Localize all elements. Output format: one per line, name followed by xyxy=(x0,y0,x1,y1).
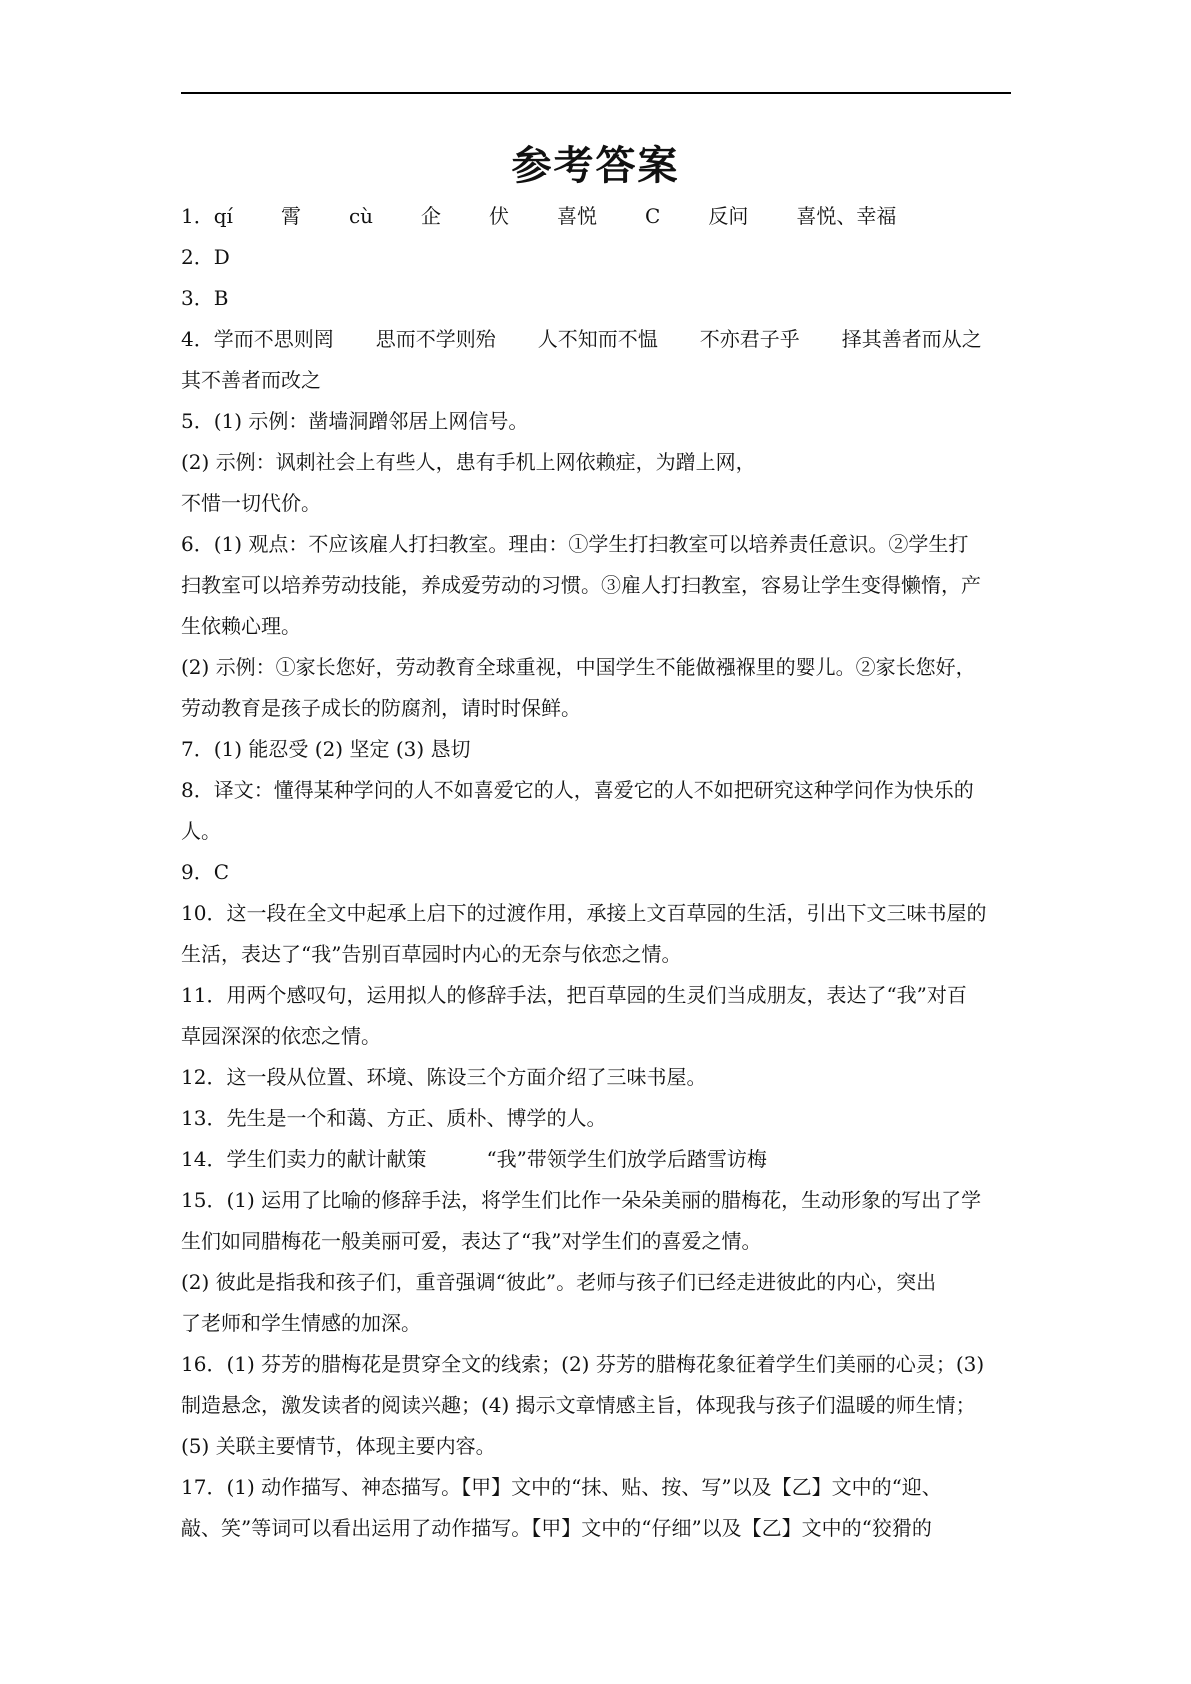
answer-number: 14． xyxy=(181,1147,227,1171)
answer-13: 13．先生是一个和蔼、方正、质朴、博学的人。 xyxy=(181,1106,607,1130)
answer-item: 不亦君子乎 xyxy=(699,327,800,351)
answer-item: 企 xyxy=(421,204,442,228)
answer-15-line: 了老师和学生情感的加深。 xyxy=(181,1311,421,1335)
answer-item: 喜悦、幸福 xyxy=(796,204,897,228)
answer-item: 霄 xyxy=(280,204,301,228)
answer-item: 择其善者而从之 xyxy=(841,327,982,351)
answer-15-line: 15．(1) 运用了比喻的修辞手法，将学生们比作一朵朵美丽的腊梅花，生动形象的写出了学 xyxy=(181,1188,982,1212)
answer-8-line: 8．译文：懂得某种学问的人不如喜爱它的人，喜爱它的人不如把研究这种学问作为快乐的 xyxy=(181,778,974,802)
answer-12: 12．这一段从位置、环境、陈设三个方面介绍了三味书屋。 xyxy=(181,1065,707,1089)
answer-10-line: 10．这一段在全文中起承上启下的过渡作用，承接上文百草园的生活，引出下文三味书屋的 xyxy=(181,901,987,925)
answer-5-part-2: (2) 示例：讽刺社会上有些人，患有手机上网依赖症，为蹭上网， xyxy=(181,450,756,474)
answer-15-line: 生们如同腊梅花一般美丽可爱，表达了“我”对学生们的喜爱之情。 xyxy=(181,1229,762,1253)
answer-5-part-2-continued: 不惜一切代价。 xyxy=(181,491,321,515)
answer-17-line: 敲、笑”等词可以看出运用了动作描写。【甲】文中的“仔细”以及【乙】文中的“狡猾的 xyxy=(181,1516,932,1540)
answer-item: qí xyxy=(213,204,233,228)
answer-6-line: 扫教室可以培养劳动技能，养成爱劳动的习惯。③雇人打扫教室，容易让学生变得懒惰，产 xyxy=(181,573,981,597)
answer-number: 4． xyxy=(181,327,214,351)
answer-9: 9．C xyxy=(181,860,230,884)
answer-16-line: 制造悬念，激发读者的阅读兴趣；(4) 揭示文章情感主旨，体现我与孩子们温暖的师生情； xyxy=(181,1393,976,1417)
answer-11-line: 11．用两个感叹句，运用拟人的修辞手法，把百草园的生灵们当成朋友，表达了“我”对百 xyxy=(181,983,967,1007)
answer-item: 反问 xyxy=(708,204,749,228)
answer-8-line: 人。 xyxy=(181,819,221,843)
answer-16-line: 16．(1) 芬芳的腊梅花是贯穿全文的线索；(2) 芬芳的腊梅花象征着学生们美丽的心灵；(3) xyxy=(181,1352,985,1376)
answer-14 xyxy=(181,1139,1011,1180)
page-title: 参考答案 xyxy=(511,142,680,189)
answer-4 xyxy=(181,319,1011,360)
answer-6-line: 6．(1) 观点：不应该雇人打扫教室。理由：①学生打扫教室可以培养责任意识。②学生打 xyxy=(181,532,969,556)
answer-item: 学生们卖力的献计献策 xyxy=(226,1147,427,1171)
answer-2: 2．D xyxy=(181,245,230,269)
answer-7: 7．(1) 能忍受 (2) 坚定 (3) 恳切 xyxy=(181,737,471,761)
answer-item: 思而不学则殆 xyxy=(375,327,496,351)
answer-item: cù xyxy=(348,204,374,228)
answer-number: 1． xyxy=(181,204,214,228)
answer-6-line: 劳动教育是孩子成长的防腐剂，请时时保鲜。 xyxy=(181,696,581,720)
answer-15-line: (2) 彼此是指我和孩子们，重音强调“彼此”。老师与孩子们已经走进彼此的内心，突出 xyxy=(181,1270,937,1294)
answer-item: 喜悦 xyxy=(557,204,598,228)
answer-16-line: (5) 关联主要情节，体现主要内容。 xyxy=(181,1434,496,1458)
answer-item: 伏 xyxy=(489,204,510,228)
answer-item: “我”带领学生们放学后踏雪访梅 xyxy=(486,1147,767,1171)
answer-11-line: 草园深深的依恋之情。 xyxy=(181,1024,381,1048)
answer-3: 3．B xyxy=(181,286,229,310)
answer-body xyxy=(181,196,1011,1549)
answer-item: 学而不思则罔 xyxy=(213,327,334,351)
answer-1 xyxy=(181,196,1011,237)
answer-5-part-1: 5．(1) 示例：凿墙洞蹭邻居上网信号。 xyxy=(181,409,529,433)
answer-6-line: 生依赖心理。 xyxy=(181,614,301,638)
answer-item: 人不知而不愠 xyxy=(537,327,658,351)
answer-6-line: (2) 示例：①家长您好，劳动教育全球重视，中国学生不能做襁褓里的婴儿。②家长您好， xyxy=(181,655,976,679)
answer-4-continued: 其不善者而改之 xyxy=(181,368,321,392)
answer-10-line: 生活，表达了“我”告别百草园时内心的无奈与依恋之情。 xyxy=(181,942,682,966)
header-rule xyxy=(181,92,1011,94)
answer-item: C xyxy=(645,204,661,228)
answer-17-line: 17．(1) 动作描写、神态描写。【甲】文中的“抹、贴、按、写”以及【乙】文中的“迎、 xyxy=(181,1475,942,1499)
